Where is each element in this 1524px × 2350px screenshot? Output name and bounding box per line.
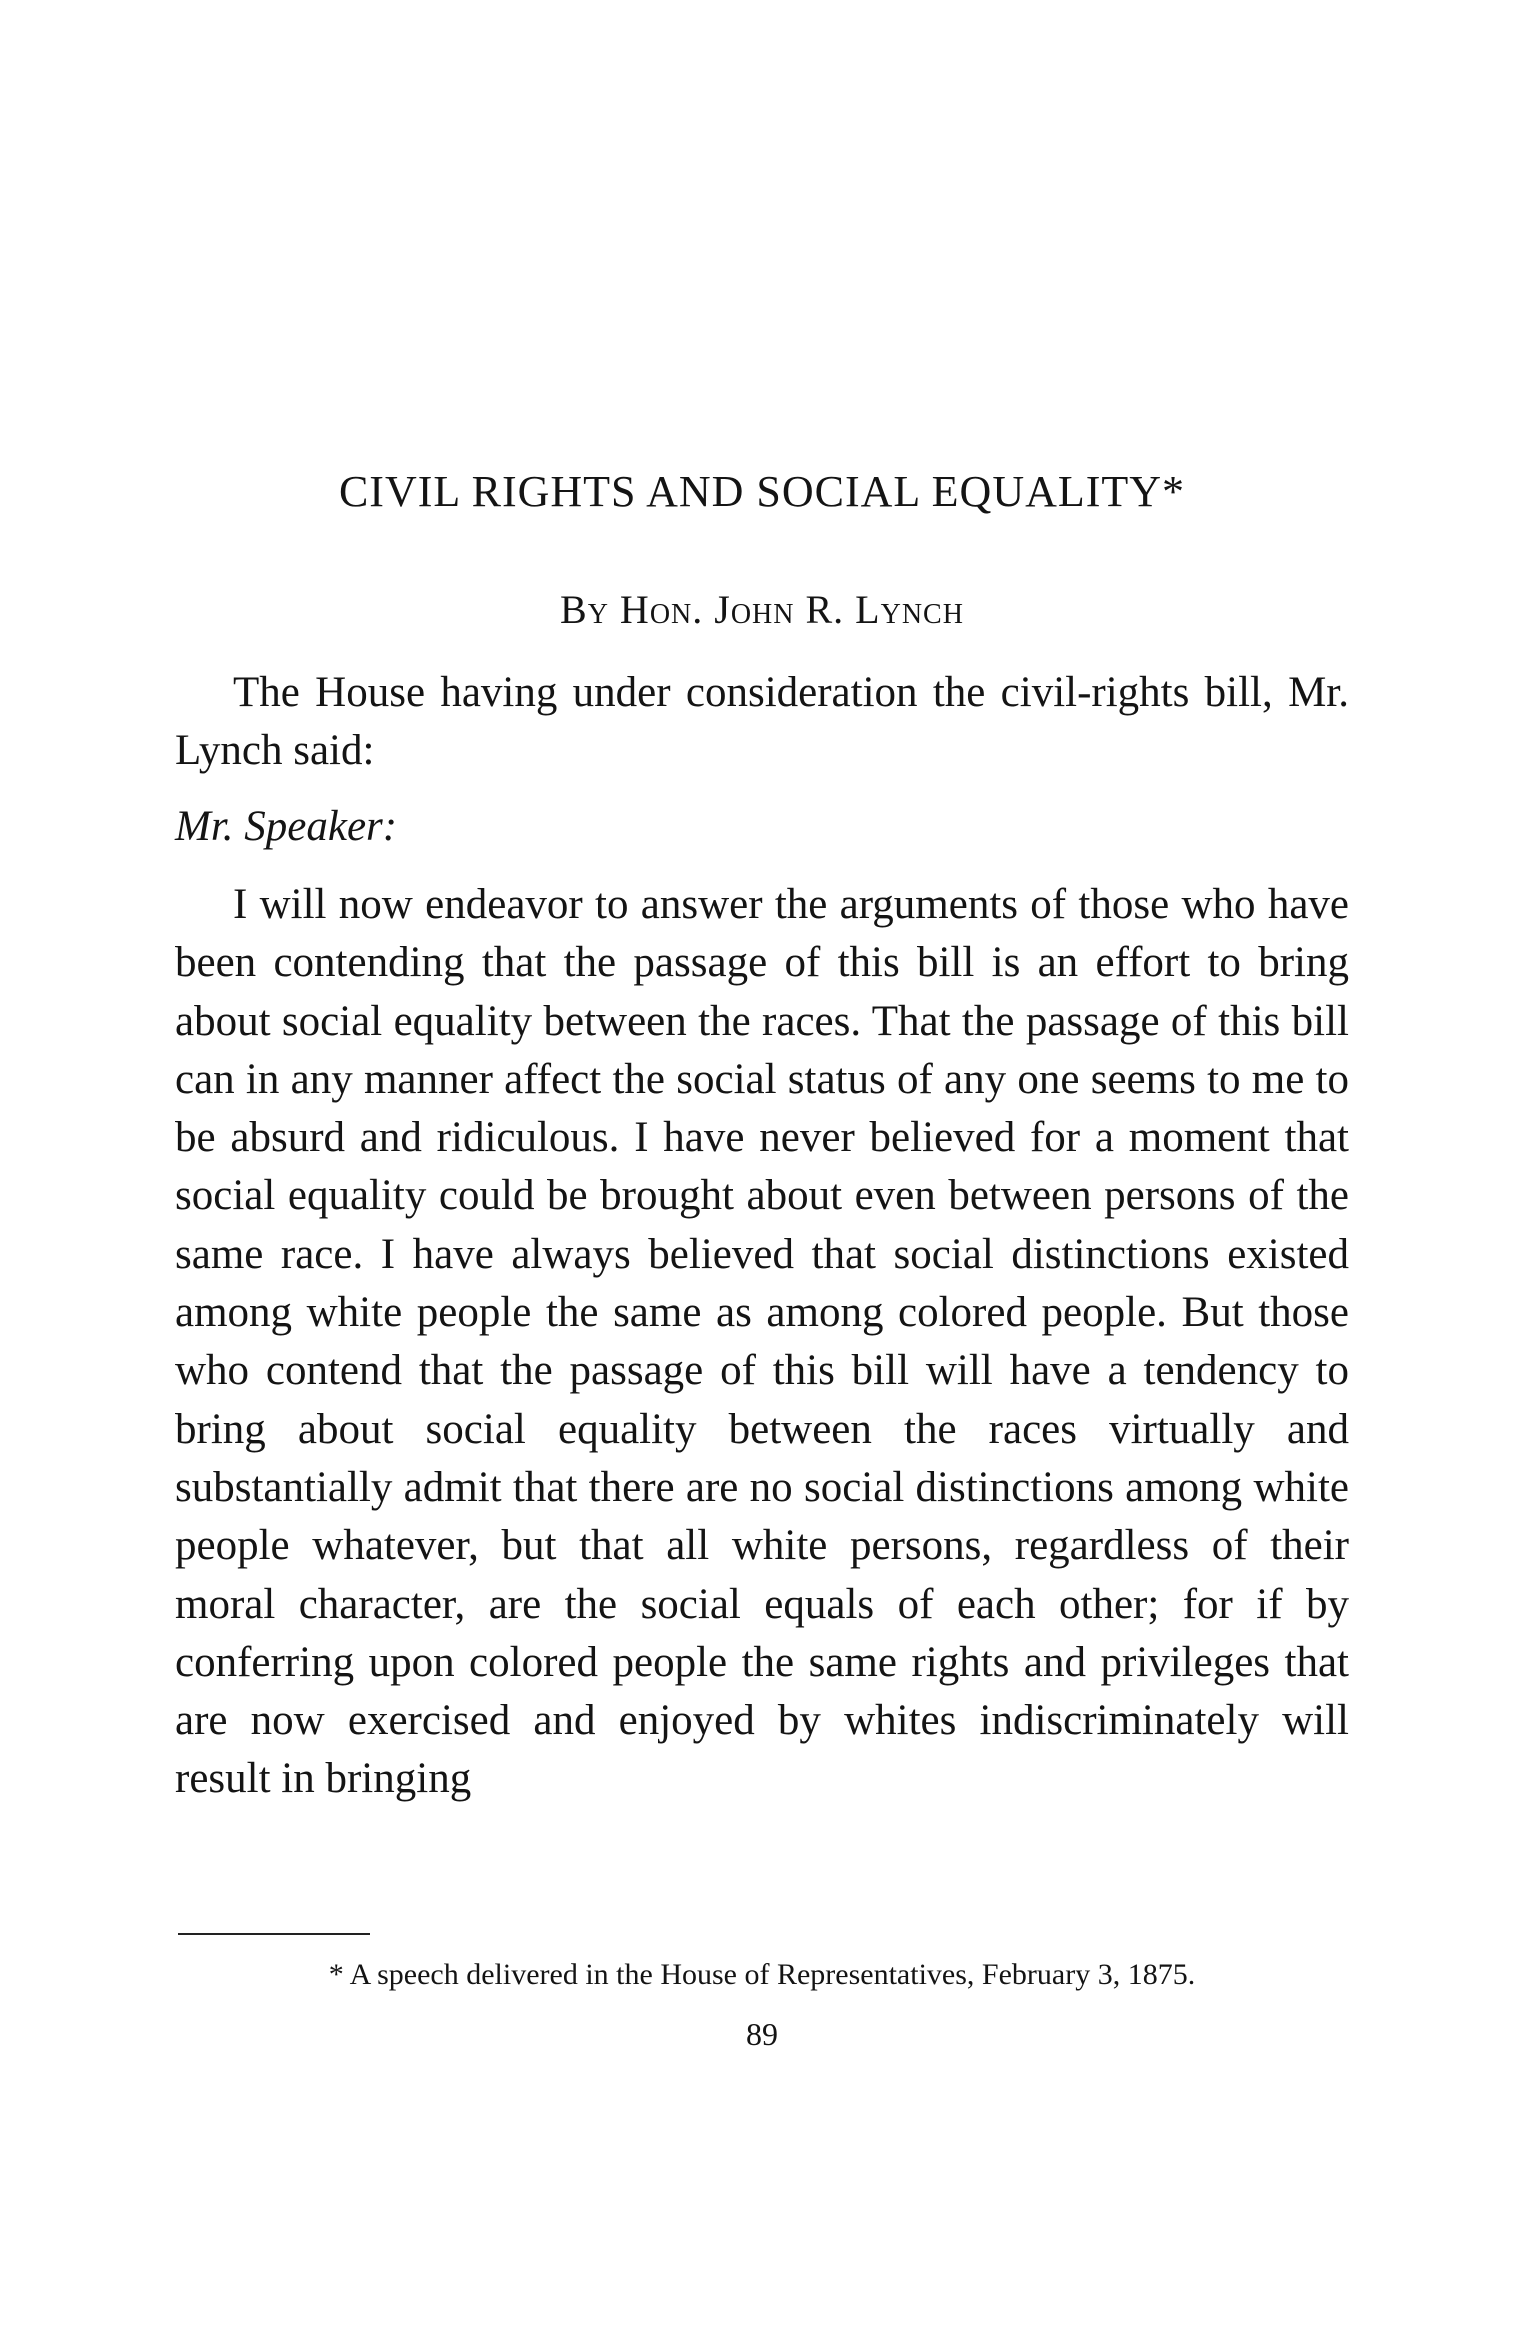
footnote: * A speech delivered in the House of Representatives, February 3, 1875.: [328, 1958, 1196, 1991]
page-number: 89: [746, 2016, 778, 2052]
body-paragraph: I will now endeavor to answer the arguments of those who have been contending that the passage of this bill is an effort to bring about social equality between the races. That the passage of this bill can in any manner affect the social status of any one seems to me to be absurd and ridiculous. I have never believed for a moment that social equality could be brought about even between persons of the same race. I have always believed that social distinctions existed among white people the same as among colored people. But those who contend that the passage of this bill will have a tendency to bring about social equality between the races virtually and substantially admit that there are no social distinctions among white people whatever, but that all white persons, regardless of their moral character, are the social equals of each other; for if by conferring upon colored people the same rights and privileges that are now exercised and enjoyed by whites indiscriminately will result in bringing: [175, 881, 1349, 1803]
salutation: Mr. Speaker:: [175, 803, 398, 850]
author-byline: By Hon. John R. Lynch: [560, 587, 964, 632]
intro-paragraph: The House having under consideration the civil-rights bill, Mr. Lynch said:: [175, 669, 1349, 774]
article-title: CIVIL RIGHTS AND SOCIAL EQUALITY*: [338, 467, 1186, 516]
footnote-divider: [178, 1933, 370, 1935]
